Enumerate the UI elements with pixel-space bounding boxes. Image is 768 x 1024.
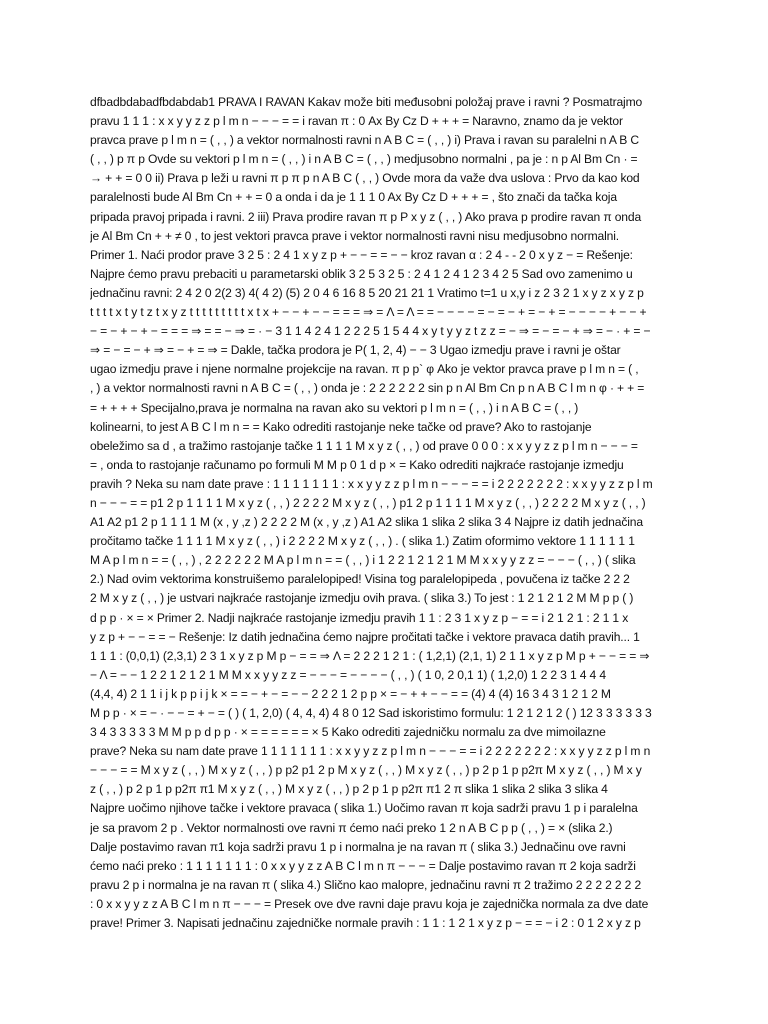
text-line: ugao izmedju prave i njene normalne projekcije na ravan. π p p` φ Ako je vektor pravca prave p l m n = ( , (90, 362, 639, 377)
text-line: M A p l m n = = ( , , ) , 2 2 2 2 2 2 M A p l m n = = ( , , ) i 1 2 2 1 2 1 2 1 M M x x y y z z = − − − ( , , ) ( slika (90, 553, 636, 568)
text-line: n − − − = = p1 2 p 1 1 1 1 M x y z ( , , ) 2 2 2 2 M x y z ( , , ) p1 2 p 1 1 1 1 M x y z ( , , ) 2 2 2 2 M x y z ( , , ) (90, 495, 646, 510)
text-line: − Λ = − − 1 2 2 1 2 1 2 1 M M x x y y z z = − − − = − − − − ( , , ) ( 1 0, 2 0,1 1) ( 1,2,0) 1 2 2 3 1 4 4 4 (90, 667, 606, 682)
text-line: Najpre ćemo pravu prebaciti u parametarski oblik 3 2 5 3 2 5 : 2 4 1 2 4 1 2 3 4 2 5 Sad ovo zamenimo u (90, 266, 633, 281)
text-line: pravih ? Neka su nam date prave : 1 1 1 1 1 1 1 : x x y y z z p l m n − − − = = i 2 2 2 2 2 2 2 : x x y y z z p l m (90, 476, 653, 491)
text-line: 1 1 1 : (0,0,1) (2,3,1) 2 3 1 x y z p M p − = = ⇒ Λ = 2 2 2 1 2 1 : ( 1,2,1) (2,1, 1) 2 1 1 x y z p M p + − − = = ⇒ (90, 648, 650, 663)
text-line: → + + = 0 0 ii) Prava p leži u ravni π p π p n A B C ( , , ) Ovde mora da važe dva uslova : Prvo da kao kod (90, 171, 640, 186)
text-line: je Al Bm Cn + + ≠ 0 , to jest vektori pravca prave i vektor normalnosti ravni nisu medjusobno normalni. (90, 228, 619, 243)
text-line: pročitamo tačke 1 1 1 1 M x y z ( , , ) i 2 2 2 2 M x y z ( , , ) . ( slika 1.) Zatim oformimo vektore 1 1 1 1 1 1 (90, 534, 635, 549)
text-line: M p p · × = − · − − = + − = ( ) ( 1, 2,0) ( 4, 4, 4) 4 8 0 12 Sad iskoristimo formulu: 1 2 1 2 1 2 ( ) 12 3 3 3 3 3 3 (90, 706, 652, 720)
document-text (90, 93, 690, 933)
text-line: ćemo naći preko : 1 1 1 1 1 1 1 : 0 x x y y z z A B C l m n π − − − = Dalje postavimo ravan π 2 koja sadrži (90, 858, 636, 873)
text-line: prave? Neka su nam date prave 1 1 1 1 1 1 1 : x x y y z z p l m n − − − = = i 2 2 2 2 2 2 2 : x x y y z z p l m n (90, 744, 651, 759)
text-line: jednačinu ravni: 2 4 2 0 2(2 3) 4( 4 2) (5) 2 0 4 6 16 8 5 20 21 21 1 Vratimo t=1 u x,y i z 2 3 2 1 x y z x y z p (90, 285, 644, 300)
text-line: − − − = = M x y z ( , , ) M x y z ( , , ) p p2 p1 2 p M x y z ( , , ) M x y z ( , , ) p 2 p 1 p p2π M x y z ( , , ) M x y (90, 763, 642, 778)
text-line: (4,4, 4) 2 1 1 i j k p p i j k × = = − + − = − − 2 2 2 1 2 p p × = − + + − − = = (4) 4 (4) 16 3 4 3 1 2 1 2 M (90, 686, 611, 701)
text-line: kolinearni, to jest A B C l m n = = Kako odrediti rastojanje neke tačke od prave? Ako to rastojanje (90, 419, 592, 434)
text-line: obeležimo sa d , a tražimo rastojanje tačke 1 1 1 1 M x y z ( , , ) od prave 0 0 0 : x x y y z z p l m n − − − = (90, 438, 638, 453)
text-line: d p p · × = × Primer 2. Nadji najkraće rastojanje izmedju pravih 1 1 : 2 3 1 x y z p − = = i 2 1 2 1 : 2 1 1 x (90, 610, 629, 625)
text-line: = , onda to rastojanje računamo po formuli M M p 0 1 d p × = Kako odrediti najkraće rastojanje izmedju (90, 457, 624, 472)
text-line: 3 4 3 3 3 3 3 M M p p d p p · × = = = = = = × 5 Kako odrediti zajedničku normalu za dve mimoilazne (90, 725, 606, 740)
text-line: − = − + − + − = = = ⇒ = = − ⇒ = · − 3 1 1 4 2 4 1 2 2 2 5 1 5 4 4 x y t y y z t z z = − ⇒ = − = − + ⇒ = − · + = − (90, 324, 651, 339)
text-line: je sa pravom 2 p . Vektor normalnosti ove ravni π ćemo naći preko 1 2 n A B C p p ( , , ) = × (slika 2.) (90, 820, 613, 835)
text-line: 2 M x y z ( , , ) je ustvari najkraće rastojanje izmedju ovih prava. ( slika 3.) To jest : 1 2 1 2 1 2 M M p p ( ) (90, 591, 634, 606)
text-line: y z p + − − = = − Rešenje: Iz datih jednačina ćemo najpre pročitati tačke i vektore pravaca datih pravih... 1 (90, 629, 640, 644)
text-line: Najpre uočimo njihove tačke i vektore pravaca ( slika 1.) Uočimo ravan π koja sadrži pravu 1 p i paralelna (90, 801, 638, 816)
text-line: 2.) Nad ovim vektorima konstruišemo paralelopiped! Visina tog paralelopipeda , povučena iz tačke 2 2 2 (90, 572, 630, 587)
text-line: Dalje postavimo ravan π1 koja sadrži pravu 1 p i normalna je na ravan π ( slika 3.) Jednačinu ove ravni (90, 839, 626, 854)
text-line: paralelnosti bude Al Bm Cn + + = 0 a onda i da je 1 1 1 0 Ax By Cz D + + + = , što znači da tačka koja (90, 190, 617, 205)
text-line: = + + + + Specijalno,prava je normalna na ravan ako su vektori p l m n = ( , , ) i n A B C = ( , , ) (90, 400, 579, 415)
text-line: A1 A2 p1 2 p 1 1 1 1 M (x , y ,z ) 2 2 2 2 M (x , y ,z ) A1 A2 slika 1 slika 2 slika 3 4 Najpre iz datih jednačina (90, 515, 643, 530)
text-line: , ) a vektor normalnosti ravni n A B C = ( , , ) onda je : 2 2 2 2 2 2 sin p n Al Bm Cn p n A B C l m n φ · + + = (90, 381, 645, 396)
text-line: z ( , , ) p 2 p 1 p p2π π1 M x y z ( , , ) M x y z ( , , ) p 2 p 1 p p2π π1 2 π slika 1 slika 2 slika 3 slika 4 (90, 782, 608, 797)
text-line: : 0 x x y y z z A B C l m n π − − − = Presek ove dve ravni daje pravu koja je zajednička normala za dve date (90, 896, 649, 911)
text-line: Primer 1. Naći prodor prave 3 2 5 : 2 4 1 x y z p + − − = = − − kroz ravan α : 2 4 - - 2 0 x y z − = Rešenje: (90, 247, 633, 262)
text-line: dfbadbdabadfbdabdab1 PRAVA I RAVAN Kakav može biti međusobni položaj prave i ravni ? Posmatrajmo (90, 95, 643, 109)
text-line: prave! Primer 3. Napisati jednačinu zajedničke normale pravih : 1 1 : 1 2 1 x y z p − = = − i 2 : 0 1 2 x y z p (90, 916, 641, 931)
text-line: ⇒ = − = − + ⇒ = − + = ⇒ = Dakle, tačka prodora je P( 1, 2, 4) − − 3 Ugao izmedju prave i ravni je oštar (90, 343, 621, 358)
text-line: pripada pravoj pripada i ravni. 2 iii) Prava prodire ravan π p P x y z ( , , ) Ako prava p prodire ravan π onda (90, 209, 642, 224)
text-line: pravu 2 p i normalna je na ravan π ( slika 4.) Slično kao malopre, jednačinu ravni π 2 tražimo 2 2 2 2 2 2 2 (90, 877, 642, 892)
text-line: pravu 1 1 1 : x x y y z z p l m n − − − = = i ravan π : 0 Ax By Cz D + + + = Naravno, znamo da je vektor (90, 114, 623, 129)
text-line: ( , , ) p π p Ovde su vektori p l m n = ( , , ) i n A B C = ( , , ) medjusobno normalni , pa je : n p Al Bm Cn · = (90, 152, 638, 167)
text-line: pravca prave p l m n = ( , , ) a vektor normalnosti ravni n A B C = ( , , ) i) Prava i ravan su paralelni n A B C (90, 133, 640, 148)
text-line: t t t t x t y t z t x y z t t t t t t t t t x t x + − − + − − = = = ⇒ = Λ = Λ = = − − − − = − = − + = − + = − − − − + − − + (90, 305, 647, 320)
